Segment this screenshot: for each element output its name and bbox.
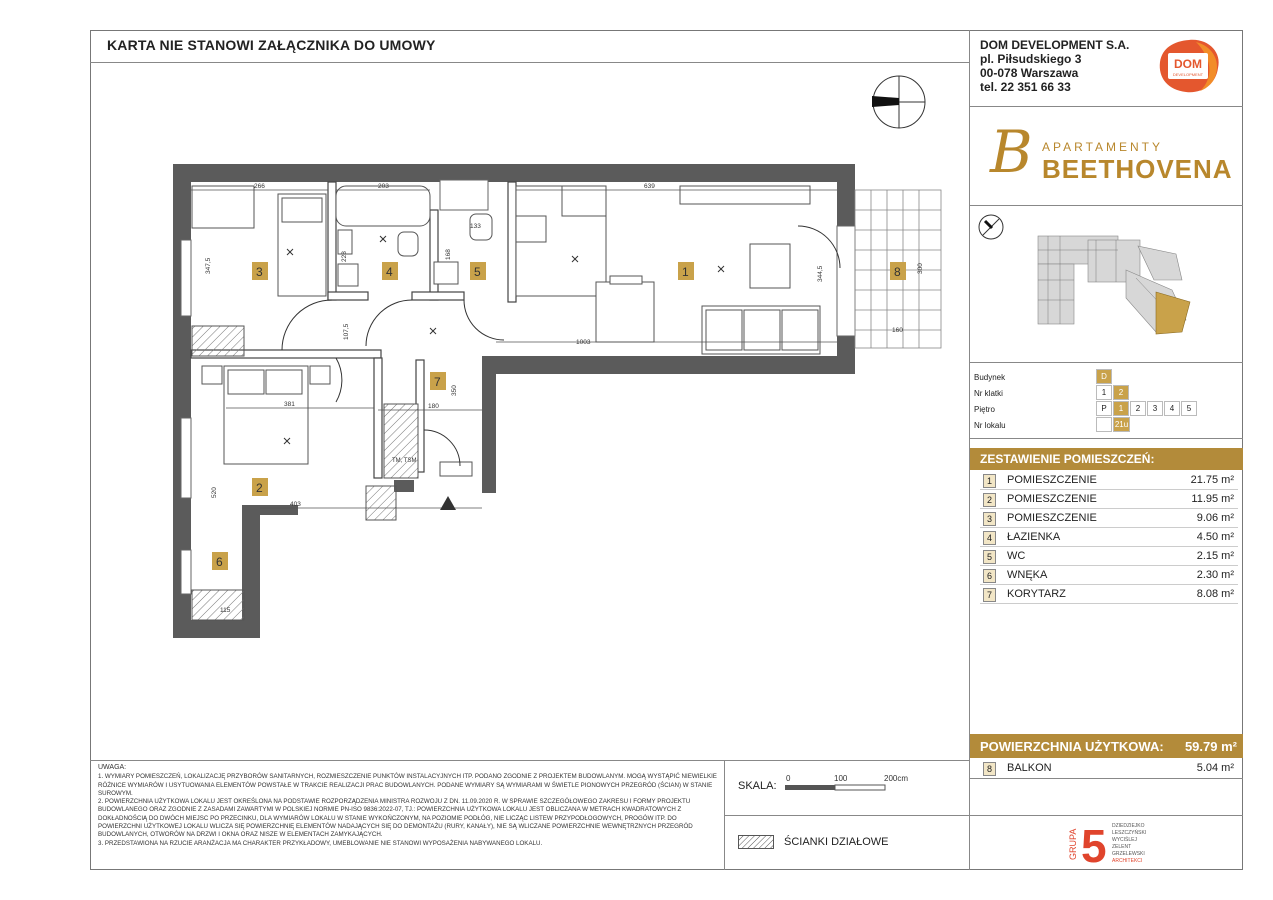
info-divider — [970, 438, 1243, 439]
room-label-5: 5 — [474, 265, 481, 279]
dim-639: 639 — [644, 183, 655, 190]
architect-line-1: DZIEDZIEJKO — [1112, 823, 1145, 829]
project-logo — [990, 118, 1233, 188]
dim-133: 133 — [470, 223, 481, 230]
key-plan-compass-icon — [979, 215, 1003, 239]
scale-bar — [780, 772, 930, 796]
grupa-text: GRUPA — [1068, 828, 1078, 860]
dim-520: 520 — [211, 487, 218, 498]
dom-logo-text: DOM — [1174, 57, 1202, 71]
closet-label: TM, TSM — [392, 458, 417, 464]
dim-347: 347,5 — [205, 257, 212, 274]
scale-tick-0: 0 — [786, 774, 791, 783]
project-brand-large: BEETHOVENA — [1042, 154, 1233, 184]
dim-350: 350 — [451, 385, 458, 396]
room-row — [980, 529, 1238, 547]
info-cell-pietro-3: 3 — [1147, 401, 1163, 416]
entrance-marker — [440, 496, 456, 510]
dim-381: 381 — [284, 401, 295, 408]
dim-403: 403 — [290, 501, 301, 508]
architect-line-2: LESZCZYŃSKI — [1112, 830, 1147, 836]
room-name: KORYTARZ — [1007, 588, 1066, 600]
info-label-lokal: Nr lokalu — [974, 421, 1006, 430]
room-row — [980, 510, 1238, 528]
room-num: 7 — [983, 588, 996, 602]
key-plan-highlighted-unit — [1156, 292, 1190, 334]
dom-logo-subtext: DEVELOPMENT — [1172, 72, 1204, 77]
room-area: 2.15 m² — [1196, 550, 1234, 562]
brand-divider — [970, 205, 1243, 206]
room-area: 9.06 m² — [1196, 512, 1234, 524]
keyplan-divider — [970, 362, 1243, 363]
info-label-pietro: Piętro — [974, 405, 995, 414]
company-address-2: 00-078 Warszawa — [980, 66, 1079, 80]
dim-300: 300 — [917, 263, 924, 274]
room-name: BALKON — [1007, 762, 1052, 774]
architect-line-6: ARCHITEKCI — [1112, 858, 1143, 864]
page-title: KARTA NIE STANOWI ZAŁĄCZNIKA DO UMOWY — [107, 37, 436, 53]
info-cell-budynek: D — [1096, 369, 1112, 384]
grupa-digit: 5 — [1081, 820, 1107, 864]
room-area: 8.08 m² — [1196, 588, 1234, 600]
dim-344: 344,5 — [817, 265, 824, 282]
project-logo-letter: B — [990, 118, 1033, 186]
dim-228: 228 — [341, 251, 348, 262]
room-num: 4 — [983, 531, 996, 545]
info-cell-pietro-1: 1 — [1113, 401, 1129, 416]
room-area: 21.75 m² — [1190, 474, 1234, 486]
company-address-1: pl. Piłsudskiego 3 — [980, 52, 1082, 66]
room-num: 8 — [983, 762, 996, 776]
dim-180: 180 — [428, 403, 439, 410]
dim-168: 168 — [445, 249, 452, 260]
room-row — [980, 548, 1238, 566]
dim-1003: 1003 — [576, 339, 591, 346]
grupa5-logo — [1068, 818, 1158, 864]
room-label-3: 3 — [256, 265, 263, 279]
info-cell-klatka-2: 2 — [1113, 385, 1129, 400]
dim-266: 266 — [254, 183, 265, 190]
dim-160: 160 — [892, 327, 903, 334]
room-name: POMIESZCZENIE — [1007, 474, 1097, 486]
compass-icon — [868, 74, 930, 130]
note-item: 1. WYMIARY POMIESZCZEŃ, LOKALIZACJĘ PRZYBORÓW SANITARNYCH, ROZMIESZCZENIE PUNKTÓW INSTALACYJNYCH ITP. PODANO ZGODNIE Z PROJEKTEM BUDOWLANYM. MOGĄ WYSTĄPIĆ NIEWIELKIE RÓŻNICE WYMIARÓW I USYTUOWANIA ELEMENTÓW POWSTAŁE W TRAKCIE REALIZACJI PRAC BUDOWLANYCH. PODANE WYMIARY SĄ WYMIARAMI W ŚWIETLE PIONOWYCH PRZEGRÓD (ŚCIAN) W STANIE SUROWYM. — [98, 773, 717, 797]
room-row — [980, 472, 1238, 490]
room-label-6: 6 — [216, 555, 223, 569]
room-name: POMIESZCZENIE — [1007, 512, 1097, 524]
info-cell-pietro-5: 5 — [1181, 401, 1197, 416]
room-row — [980, 567, 1238, 585]
rooms-summary-header — [970, 448, 1243, 470]
info-label-budynek: Budynek — [974, 373, 1006, 382]
architect-divider — [970, 815, 1243, 816]
room-label-1: 1 — [682, 265, 689, 279]
info-cell-klatka-1: 1 — [1096, 385, 1112, 400]
room-area: 11.95 m² — [1191, 493, 1234, 505]
key-plan — [976, 210, 1238, 360]
info-label-klatka: Nr klatki — [974, 389, 1003, 398]
usable-area-value: 59.79 m² — [1184, 739, 1237, 754]
room-num: 3 — [983, 512, 996, 526]
rooms-summary-title: ZESTAWIENIE POMIESZCZEŃ: — [980, 452, 1155, 466]
room-label-2: 2 — [256, 481, 263, 495]
usable-area-label: POWIERZCHNIA UŻYTKOWA: — [980, 739, 1164, 754]
project-brand-small: APARTAMENTY — [1042, 140, 1164, 154]
architect-line-4: ZELENT — [1112, 844, 1132, 850]
room-name: ŁAZIENKA — [1007, 531, 1061, 543]
scale-label: SKALA: — [738, 780, 777, 792]
room-row — [980, 491, 1238, 509]
company-name: DOM DEVELOPMENT S.A. — [980, 38, 1130, 52]
notes-block — [98, 764, 718, 848]
balcony-row — [980, 760, 1238, 778]
info-cell-pietro-p: P — [1096, 401, 1112, 416]
room-num: 6 — [983, 569, 996, 583]
dom-development-logo — [1156, 38, 1222, 94]
info-cell-pietro-4: 4 — [1164, 401, 1180, 416]
footer-divider — [90, 760, 969, 761]
room-name: POMIESZCZENIE — [1007, 493, 1097, 505]
room-name: WNĘKA — [1007, 569, 1048, 581]
scale-tick-200: 200cm — [884, 774, 909, 783]
company-block — [980, 38, 1129, 94]
company-divider — [970, 106, 1243, 107]
room-label-4: 4 — [386, 265, 393, 279]
room-row — [980, 586, 1238, 604]
note-item: 2. POWIERZCHNIA UŻYTKOWA LOKALU JEST OKREŚLONA NA PODSTAWIE ROZPORZĄDZENIA MINISTRA ROZWOJU Z DN. 11.09.2020 R. W SPRAWIE SZCZEGÓŁOWEGO ZAKRESU I FORMY PROJEKTU BUDOWLANEGO ORAZ ZGODNIE Z ZASADAMI ZAWARTYMI W POLSKIEJ NORMIE PN-ISO 9836:2022-07, TJ.: POWIERZCHNIA UŻYTKOWA LOKALU JEST OBLICZANA W METRACH KWADRATOWYCH Z DOKŁADNOŚCIĄ DO DWÓCH MIEJSC PO PRZECINKU, DLA WYMIARÓW LOKALU W STANIE WYKOŃCZONYM, NA POZIOMIE PODŁÓG, NIE LICZĄC LISTEW PRZYPODŁOGOWYCH, PROGÓW ITP. DO POWIERZCHNI UŻYTKOWEJ LOKALU WLICZA SIĘ POWIERZCHNIĘ ELEMENTÓW NADAJĄCYCH SIĘ DO DEMONTAŻU (RURY, KANAŁY), NIE SĄ WLICZANE POWIERZCHNIE WEWNĘTRZNYCH PRZEGRÓD BUDOWLANYCH, OTWORÓW NA DRZWI I OKNA ORAZ NISZE W ELEMENTACH ZAMYKAJĄCYCH. — [98, 798, 693, 839]
dim-203: 203 — [378, 183, 389, 190]
company-phone: tel. 22 351 66 33 — [980, 80, 1071, 94]
room-area: 4.50 m² — [1196, 531, 1234, 543]
room-label-7: 7 — [434, 375, 441, 389]
architect-line-5: GRZELEWSKI — [1112, 851, 1145, 857]
dim-107: 107,5 — [343, 323, 350, 340]
floor-plan — [150, 150, 960, 650]
architect-line-3: WYCIŚLEJ — [1112, 837, 1138, 843]
partition-label: ŚCIANKI DZIAŁOWE — [784, 836, 889, 848]
scale-tick-100: 100 — [834, 774, 848, 783]
room-area: 5.04 m² — [1196, 762, 1234, 774]
room-num: 1 — [983, 474, 996, 488]
room-num: 2 — [983, 493, 996, 507]
room-area: 2.30 m² — [1196, 569, 1234, 581]
note-item: 3. PRZEDSTAWIONA NA RZUCIE ARANŻACJA MA CHARAKTER PRZYKŁADOWY, UMEBLOWANIE NIE STANOWI WYPOSAŻENIA NABYWANEGO LOKALU. — [98, 839, 543, 847]
room-num: 5 — [983, 550, 996, 564]
notes-title: UWAGA: — [98, 764, 127, 771]
info-cell-pietro-2: 2 — [1130, 401, 1146, 416]
info-cell-lokal-empty — [1096, 417, 1112, 432]
balcony-divider — [970, 778, 1243, 779]
footer-scale-divider — [724, 815, 969, 816]
room-name: WC — [1007, 550, 1026, 562]
partition-legend-icon — [738, 835, 774, 849]
info-cell-lokal-number: 21u — [1113, 417, 1130, 432]
room-label-8: 8 — [894, 265, 901, 279]
dim-115: 115 — [220, 607, 231, 614]
usable-area-bar — [970, 734, 1243, 758]
header-divider — [90, 62, 969, 63]
